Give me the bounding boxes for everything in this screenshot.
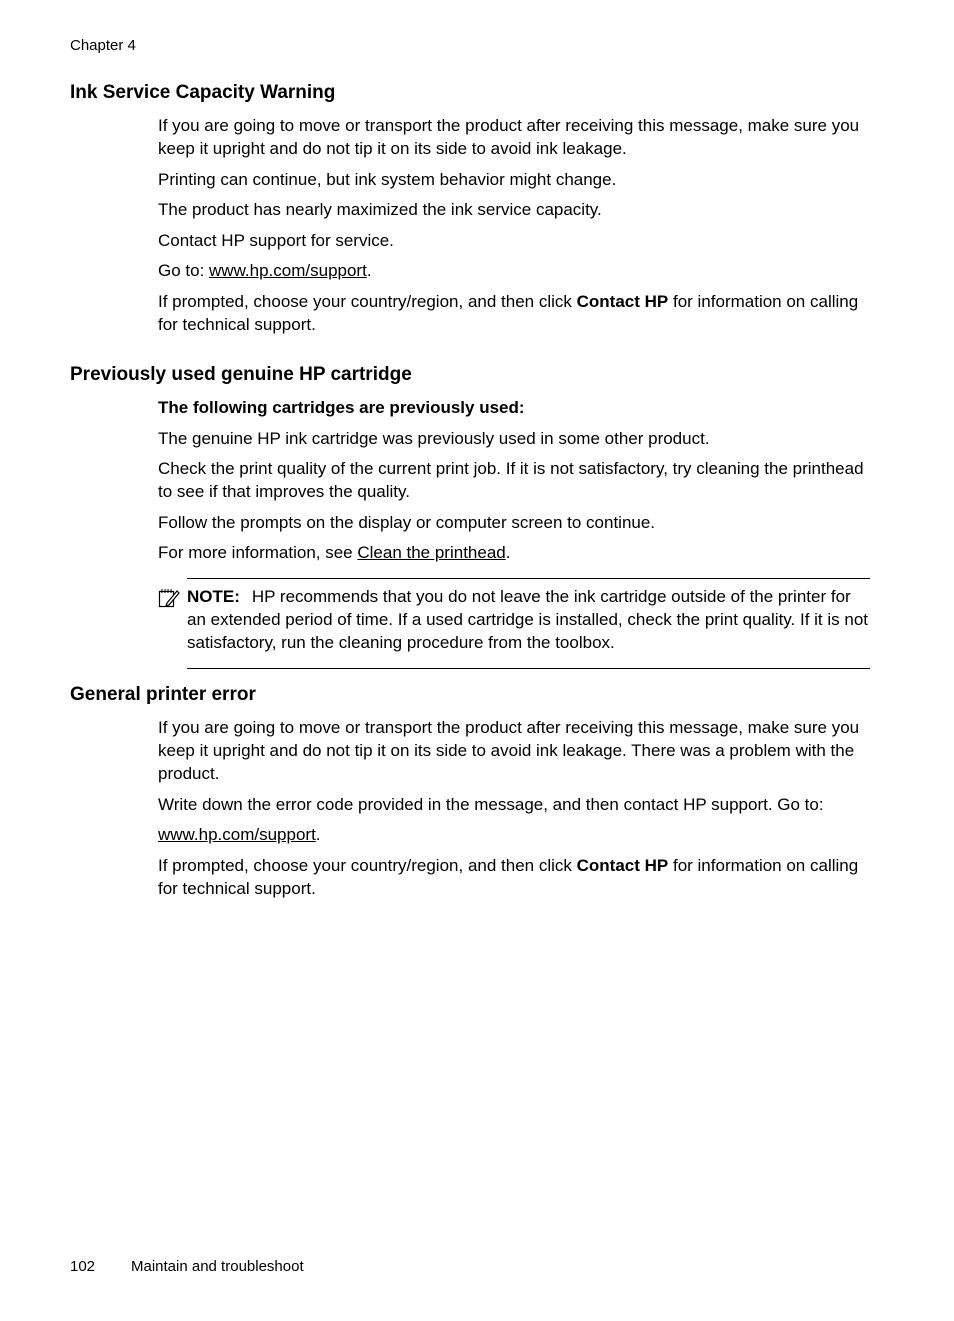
paragraph: Printing can continue, but ink system behavior might change. bbox=[158, 169, 617, 189]
prompt-prefix: If prompted, choose your country/region, and then click bbox=[158, 855, 577, 875]
running-head: Chapter 4 bbox=[70, 37, 136, 54]
paragraph: Follow the prompts on the display or computer screen to continue. bbox=[158, 512, 656, 532]
paragraph: If you are going to move or transport the product after receiving this message, make sure you keep it upright and do not tip it on its side to avoid ink leakage. bbox=[158, 116, 860, 158]
contact-hp-text: Contact HP bbox=[576, 291, 669, 311]
prompt-paragraph bbox=[158, 290, 870, 336]
more-info-paragraph bbox=[158, 541, 870, 564]
section-general-printer-error bbox=[70, 682, 870, 907]
prompt-paragraph bbox=[158, 854, 870, 900]
prompt-prefix: If prompted, choose your country/region, and then click bbox=[158, 291, 577, 311]
paragraph: Contact HP support for service. bbox=[158, 230, 394, 250]
paragraph: Write down the error code provided in the message, and then contact HP support. Go to: bbox=[158, 794, 824, 814]
prompt-suffix: for information on calling for technical support. bbox=[158, 855, 859, 898]
note-text bbox=[187, 585, 870, 654]
support-link[interactable]: www.hp.com/support bbox=[209, 261, 367, 280]
note-pencil-icon bbox=[158, 587, 180, 609]
clean-printhead-link[interactable]: Clean the printhead bbox=[357, 543, 506, 562]
note-label: NOTE: bbox=[187, 587, 240, 606]
goto-prefix: Go to: bbox=[158, 261, 210, 280]
support-link[interactable]: www.hp.com/support bbox=[158, 825, 316, 844]
prompt-suffix: for information on calling for technical support. bbox=[158, 291, 859, 334]
note-box bbox=[158, 578, 870, 669]
page-number: 102 bbox=[70, 1258, 96, 1275]
section-title: Previously used genuine HP cartridge bbox=[70, 364, 412, 385]
note-rule-bottom bbox=[187, 668, 870, 669]
footer-section-title: Maintain and troubleshoot bbox=[131, 1258, 304, 1275]
goto-paragraph bbox=[158, 259, 870, 282]
more-prefix: For more information, see bbox=[158, 543, 358, 562]
section-title: Ink Service Capacity Warning bbox=[70, 82, 336, 103]
page-footer bbox=[70, 1258, 304, 1276]
section-ink-service-capacity-warning bbox=[70, 80, 870, 343]
section-previously-used-cartridge bbox=[70, 362, 870, 669]
section-title: General printer error bbox=[70, 684, 256, 705]
more-suffix: . bbox=[505, 543, 511, 562]
paragraph: The product has nearly maximized the ink service capacity. bbox=[158, 200, 602, 219]
section-body bbox=[158, 396, 870, 669]
contact-hp-text: Contact HP bbox=[576, 855, 669, 875]
section-body bbox=[158, 716, 870, 900]
paragraph: The genuine HP ink cartridge was previously used in some other product. bbox=[158, 428, 710, 448]
paragraph: If you are going to move or transport the product after receiving this message, make sure you keep it upright and do not tip it on its side to avoid ink leakage. There was a problem with the product. bbox=[158, 718, 860, 783]
link-suffix: . bbox=[315, 825, 321, 844]
subheading: The following cartridges are previously used: bbox=[158, 398, 525, 417]
note-rule-top bbox=[187, 578, 870, 579]
goto-suffix: . bbox=[366, 261, 372, 280]
section-body bbox=[158, 114, 870, 336]
note-body: HP recommends that you do not leave the ink cartridge outside of the printer for an extended period of time. If a used cartridge is installed, check the print quality. If it is not satisfactory, run the cleaning procedure from the toolbox. bbox=[187, 587, 868, 652]
link-paragraph bbox=[158, 823, 870, 846]
paragraph: Check the print quality of the current print job. If it is not satisfactory, try cleaning the printhead to see if that improves the quality. bbox=[158, 459, 864, 501]
